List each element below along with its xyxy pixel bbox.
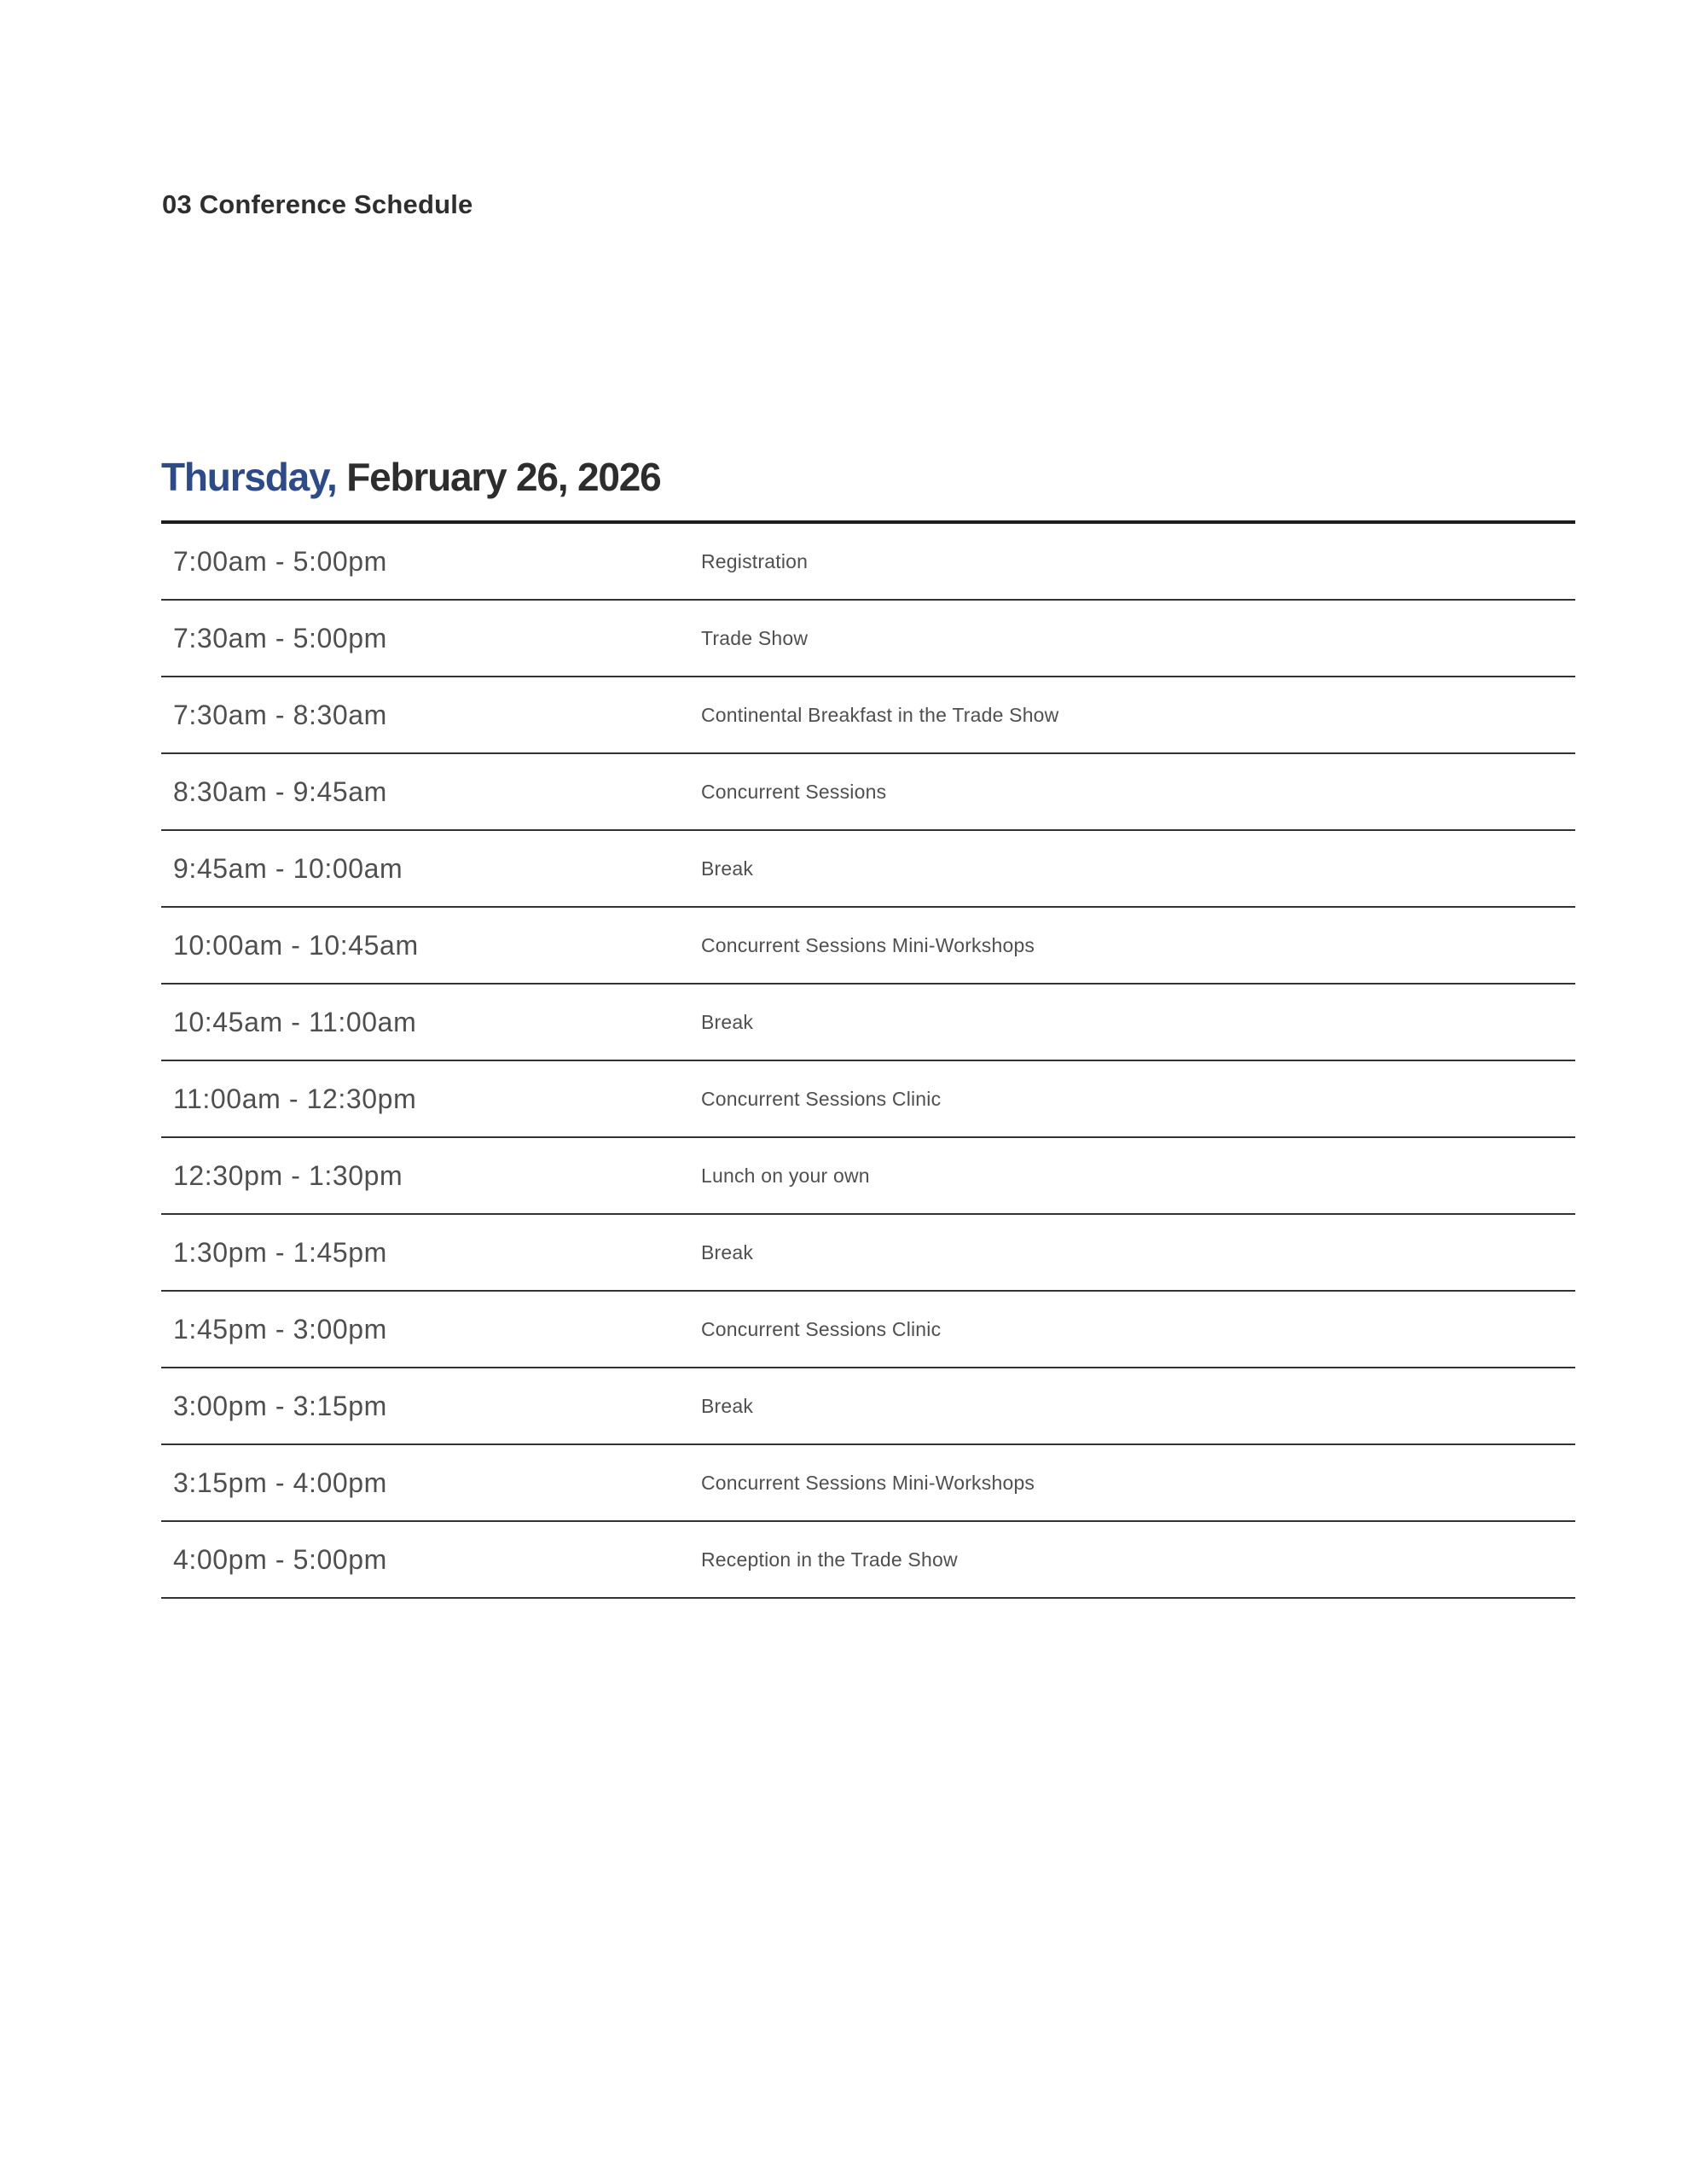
row-time: 8:30am - 9:45am — [173, 775, 387, 807]
row-time: 10:00am - 10:45am — [173, 929, 419, 961]
row-event: Concurrent Sessions Clinic — [701, 1317, 942, 1340]
row-time: 4:00pm - 5:00pm — [173, 1543, 387, 1575]
schedule-row — [161, 1061, 1575, 1138]
row-time: 12:30pm - 1:30pm — [173, 1159, 403, 1191]
schedule-table — [161, 520, 1575, 1599]
row-event: Break — [701, 1010, 754, 1033]
row-event: Break — [701, 857, 754, 880]
schedule-row — [161, 677, 1575, 754]
schedule-row — [161, 524, 1575, 601]
schedule-row — [161, 1215, 1575, 1292]
row-event: Registration — [701, 549, 809, 572]
schedule-row — [161, 754, 1575, 831]
row-event: Lunch on your own — [701, 1164, 870, 1187]
schedule-row — [161, 601, 1575, 677]
row-time: 7:30am - 8:30am — [173, 699, 387, 730]
schedule-row — [161, 1522, 1575, 1599]
row-time: 11:00am - 12:30pm — [173, 1083, 417, 1114]
row-time: 1:45pm - 3:00pm — [173, 1313, 387, 1345]
schedule-row — [161, 1445, 1575, 1522]
schedule-row — [161, 831, 1575, 908]
row-event: Reception in the Trade Show — [701, 1548, 958, 1571]
schedule-row — [161, 1138, 1575, 1215]
schedule-date: February 26, 2026 — [346, 455, 661, 499]
row-time: 1:30pm - 1:45pm — [173, 1236, 387, 1268]
row-event: Concurrent Sessions Mini-Workshops — [701, 1471, 1035, 1494]
row-time: 3:00pm - 3:15pm — [173, 1390, 387, 1421]
schedule-row — [161, 1368, 1575, 1445]
row-event: Continental Breakfast in the Trade Show — [701, 703, 1059, 726]
section-label: 03 Conference Schedule — [162, 189, 473, 219]
row-time: 3:15pm - 4:00pm — [173, 1467, 387, 1498]
row-time: 7:00am - 5:00pm — [173, 545, 387, 577]
schedule-title — [161, 457, 661, 497]
row-event: Concurrent Sessions Mini-Workshops — [701, 933, 1035, 956]
schedule-day: Thursday, — [161, 455, 337, 499]
row-time: 7:30am - 5:00pm — [173, 622, 387, 653]
row-event: Break — [701, 1240, 754, 1263]
row-event: Trade Show — [701, 626, 809, 649]
row-time: 9:45am - 10:00am — [173, 852, 403, 884]
row-event: Concurrent Sessions — [701, 780, 887, 803]
row-event: Break — [701, 1394, 754, 1417]
schedule-row — [161, 1292, 1575, 1368]
schedule-row — [161, 908, 1575, 985]
row-time: 10:45am - 11:00am — [173, 1006, 417, 1037]
schedule-row — [161, 985, 1575, 1061]
row-event: Concurrent Sessions Clinic — [701, 1087, 942, 1110]
